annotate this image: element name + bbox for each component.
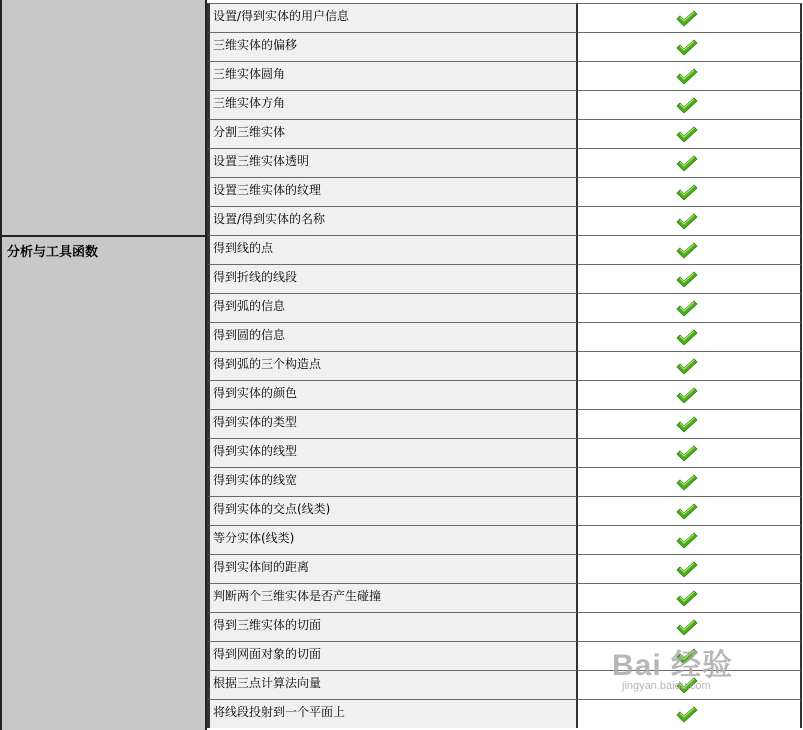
check-icon: [676, 677, 698, 695]
feature-name: 三维实体的偏移: [207, 32, 578, 61]
table-row: [207, 409, 803, 438]
category-label: 分析与工具函数: [7, 245, 99, 260]
support-cell: [578, 525, 802, 554]
table-row: [207, 3, 803, 32]
table-row: [207, 235, 803, 264]
check-icon: [676, 561, 698, 579]
check-icon: [676, 184, 698, 202]
table-row: [207, 525, 803, 554]
feature-name: 设置三维实体的纹理: [207, 177, 578, 206]
table-row: [207, 90, 803, 119]
check-icon: [676, 213, 698, 231]
table-row: [207, 293, 803, 322]
support-cell: [578, 61, 802, 90]
feature-name: 根据三点计算法向量: [207, 670, 578, 699]
feature-name: 得到弧的信息: [207, 293, 578, 322]
check-icon: [676, 329, 698, 347]
support-cell: [578, 409, 802, 438]
check-icon: [676, 387, 698, 405]
table-row: [207, 119, 803, 148]
check-icon: [676, 358, 698, 376]
table-row: [207, 177, 803, 206]
feature-name: 设置/得到实体的用户信息: [207, 3, 578, 32]
feature-name: 判断两个三维实体是否产生碰撞: [207, 583, 578, 612]
check-icon: [676, 39, 698, 57]
support-cell: [578, 264, 802, 293]
table-row: [207, 61, 803, 90]
support-cell: [578, 496, 802, 525]
support-cell: [578, 177, 802, 206]
table-row: [207, 670, 803, 699]
check-icon: [676, 706, 698, 724]
table-row: [207, 554, 803, 583]
check-icon: [676, 300, 698, 318]
support-cell: [578, 554, 802, 583]
feature-name: 设置三维实体透明: [207, 148, 578, 177]
watermark-url: jingyan.baidu.com: [622, 680, 711, 692]
table-row: [207, 699, 803, 728]
feature-name: 得到实体的线型: [207, 438, 578, 467]
feature-name: 三维实体圆角: [207, 61, 578, 90]
table-row: [207, 322, 803, 351]
table-row: [207, 467, 803, 496]
feature-name: 得到实体的交点(线类): [207, 496, 578, 525]
check-icon: [676, 503, 698, 521]
support-cell: [578, 351, 802, 380]
check-icon: [676, 474, 698, 492]
support-cell: [578, 467, 802, 496]
feature-name: 等分实体(线类): [207, 525, 578, 554]
support-cell: [578, 148, 802, 177]
check-icon: [676, 648, 698, 666]
check-icon: [676, 155, 698, 173]
check-icon: [676, 445, 698, 463]
check-icon: [676, 97, 698, 115]
support-cell: [578, 438, 802, 467]
category-cell-0: [0, 0, 207, 235]
table-row: [207, 351, 803, 380]
table-row: [207, 380, 803, 409]
support-cell: [578, 641, 802, 670]
support-cell: [578, 206, 802, 235]
feature-name: 得到弧的三个构造点: [207, 351, 578, 380]
table-row: [207, 206, 803, 235]
feature-name: 得到线的点: [207, 235, 578, 264]
table-row: [207, 612, 803, 641]
table-row: [207, 32, 803, 61]
feature-name: 得到实体的颜色: [207, 380, 578, 409]
support-cell: [578, 293, 802, 322]
feature-name: 得到实体的线宽: [207, 467, 578, 496]
table-row: [207, 641, 803, 670]
feature-name: 得到实体间的距离: [207, 554, 578, 583]
check-icon: [676, 416, 698, 434]
feature-name: 得到网面对象的切面: [207, 641, 578, 670]
support-cell: [578, 32, 802, 61]
feature-name: 得到折线的线段: [207, 264, 578, 293]
support-cell: [578, 699, 802, 728]
check-icon: [676, 242, 698, 260]
support-cell: [578, 380, 802, 409]
feature-name: 得到圆的信息: [207, 322, 578, 351]
check-icon: [676, 68, 698, 86]
check-icon: [676, 126, 698, 144]
support-cell: [578, 90, 802, 119]
support-cell: [578, 322, 802, 351]
check-icon: [676, 271, 698, 289]
feature-name: 三维实体方角: [207, 90, 578, 119]
table-row: [207, 264, 803, 293]
support-cell: [578, 612, 802, 641]
feature-name: 设置/得到实体的名称: [207, 206, 578, 235]
table-row: [207, 583, 803, 612]
feature-name: 得到三维实体的切面: [207, 612, 578, 641]
support-cell: [578, 235, 802, 264]
feature-name: 得到实体的类型: [207, 409, 578, 438]
support-cell: [578, 670, 802, 699]
category-cell-1: [0, 235, 207, 730]
support-cell: [578, 119, 802, 148]
check-icon: [676, 532, 698, 550]
feature-name: 分割三维实体: [207, 119, 578, 148]
watermark-brand: Bai 经验: [612, 649, 734, 682]
feature-name: 将线段投射到一个平面上: [207, 699, 578, 728]
check-icon: [676, 10, 698, 28]
check-icon: [676, 619, 698, 637]
table-row: [207, 438, 803, 467]
check-icon: [676, 590, 698, 608]
support-cell: [578, 3, 802, 32]
support-cell: [578, 583, 802, 612]
table-row: [207, 148, 803, 177]
table-row: [207, 496, 803, 525]
